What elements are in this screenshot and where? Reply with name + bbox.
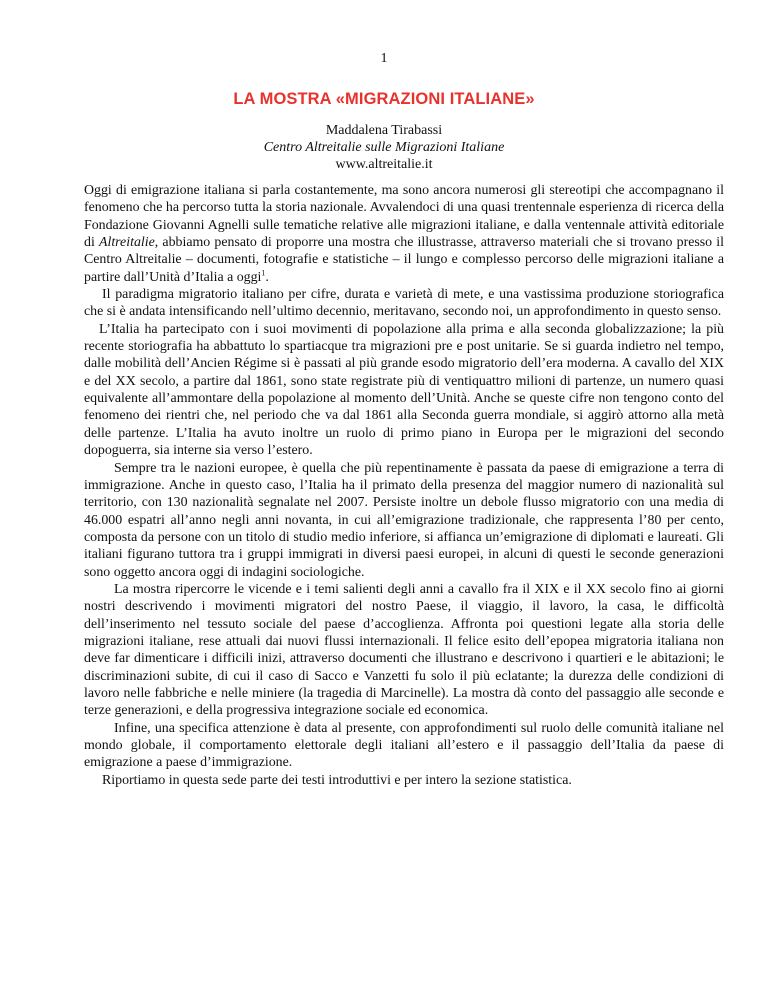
paragraph-1-text-a: Oggi di emigrazione italiana si parla costantemente, ma sono ancora numerosi gli stereotipi che accompagnano il fenomeno che ha percorso tutta la storia nazionale. Avvalendoci di una quasi trentennale esperienza di ricerca della Fondazione Giovanni Agnelli sulle tematiche relative alle migrazioni italiane, e dalla ventennale attività editoriale di (84, 183, 724, 251)
website-url: www.altreitalie.it (335, 157, 433, 172)
article-body (84, 182, 724, 789)
paragraph-5: La mostra ripercorre le vicende e i temi salienti degli anni a cavallo fra il XIX e il XX secolo fino ai giorni nostri descrivendo i movimenti migratori del nostro Paese, il viaggio, il lavoro, la casa, le difficoltà dell’inserimento nel tessuto sociale del paese d’accoglienza. Affronta poi questioni legate alla storia delle migrazioni italiane, rese attuali dai nuovi flussi internazionali. Il felice esito dell’epopea migratoria italiana non deve far dimenticare i difficili inizi, attraverso documenti che illustrano e descrivono i quartieri e le abitazioni; le discriminazioni subite, di cui il caso di Sacco e Vanzetti fu solo il più eclatante; la durezza delle condizioni di lavoro nelle fabbriche e nelle miniere (la tragedia di Marcinelle). La mostra dà conto del passaggio alle seconde e terze generazioni, e della progressiva integrazione sociale ed economica. (84, 581, 724, 719)
paragraph-3: L’Italia ha partecipato con i suoi movimenti di popolazione alla prima e alla seconda globalizzazione; la più recente storiografia ha abbattuto lo spartiacque tra migrazioni pre e post unitarie. Se si guarda indietro nel tempo, dalle mobilità dell’Ancien Régime si è passati al più grande esodo migratorio dell’era moderna. A cavallo del XIX e del XX secolo, a partire dal 1861, sono state registrate più di ventiquattro milioni di partenze, un numero quasi equivalente all’ammontare della popolazione al momento dell’Unità. Anche se queste cifre non tengono conto del fenomeno dei rientri che, nel periodo che va dal 1861 alla Seconda guerra mondiale, si aggirò attorno alla metà delle partenze. L’Italia ha avuto inoltre un ruolo di primo piano in Europa per le migrazioni del secondo dopoguerra, sia interne sia verso l’estero. (84, 321, 724, 459)
page-number: 1 (380, 51, 388, 66)
paragraph-1-text-b: , abbiamo pensato di proporre una mostra che illustrasse, attraverso materiali che si trovano presso il Centro Altreitalie – documenti, fotografie e statistiche – il lungo e complesso percorso delle migrazioni italiane a partire dall’Unità d’Italia a oggi (84, 235, 724, 285)
article-title: LA MOSTRA «MIGRAZIONI ITALIANE» (233, 90, 535, 108)
paragraph-6: Infine, una specifica attenzione è data al presente, con approfondimenti sul ruolo delle comunità italiane nel mondo globale, il comportamento elettorale degli italiani all’estero e il passaggio dell’Italia da paese di emigrazione a paese d’immigrazione. (84, 720, 724, 771)
paragraph-2: Il paradigma migratorio italiano per cifre, durata e varietà di mete, e una vastissima produzione storiografica che si è andata intensificando nell’ultimo decennio, meritavano, secondo noi, un approfondimento in questo senso. (84, 287, 724, 320)
byline (0, 122, 768, 173)
paragraph-1-end: . (265, 269, 269, 285)
author-affiliation: Centro Altreitalie sulle Migrazioni Italiane (263, 140, 505, 155)
author-name: Maddalena Tirabassi (325, 123, 443, 138)
paragraph-7: Riportiamo in questa sede parte dei testi introduttivi e per intero la sezione statistica. (102, 772, 572, 788)
footer-faint-line (84, 972, 334, 974)
footnote-marker[interactable]: 1 (261, 268, 266, 278)
paragraph-4: Sempre tra le nazioni europee, è quella che più repentinamente è passata da paese di emigrazione a terra di immigrazione. Anche in questo caso, l’Italia ha il primato della presenza del maggior numero di nazionalità sul territorio, con 130 nazionalità segnalate nel 2007. Persiste inoltre un debole flusso migratorio con una media di 46.000 espatri all’anno negli anni novanta, in cui all’emigrazione tradizionale, che rappresenta l’80 per cento, composta da persone con un titolo di studio medio inferiore, si affianca un’emigrazione di diplomati e laureati. Gli italiani figurano tuttora tra i gruppi immigrati in diversi paesi europei, in alcuni di questi le seconde generazioni sono oggetto ancora oggi di indagini sociologiche. (84, 460, 724, 580)
paragraph-1 (84, 182, 724, 286)
journal-name: Altreitalie (98, 235, 155, 251)
